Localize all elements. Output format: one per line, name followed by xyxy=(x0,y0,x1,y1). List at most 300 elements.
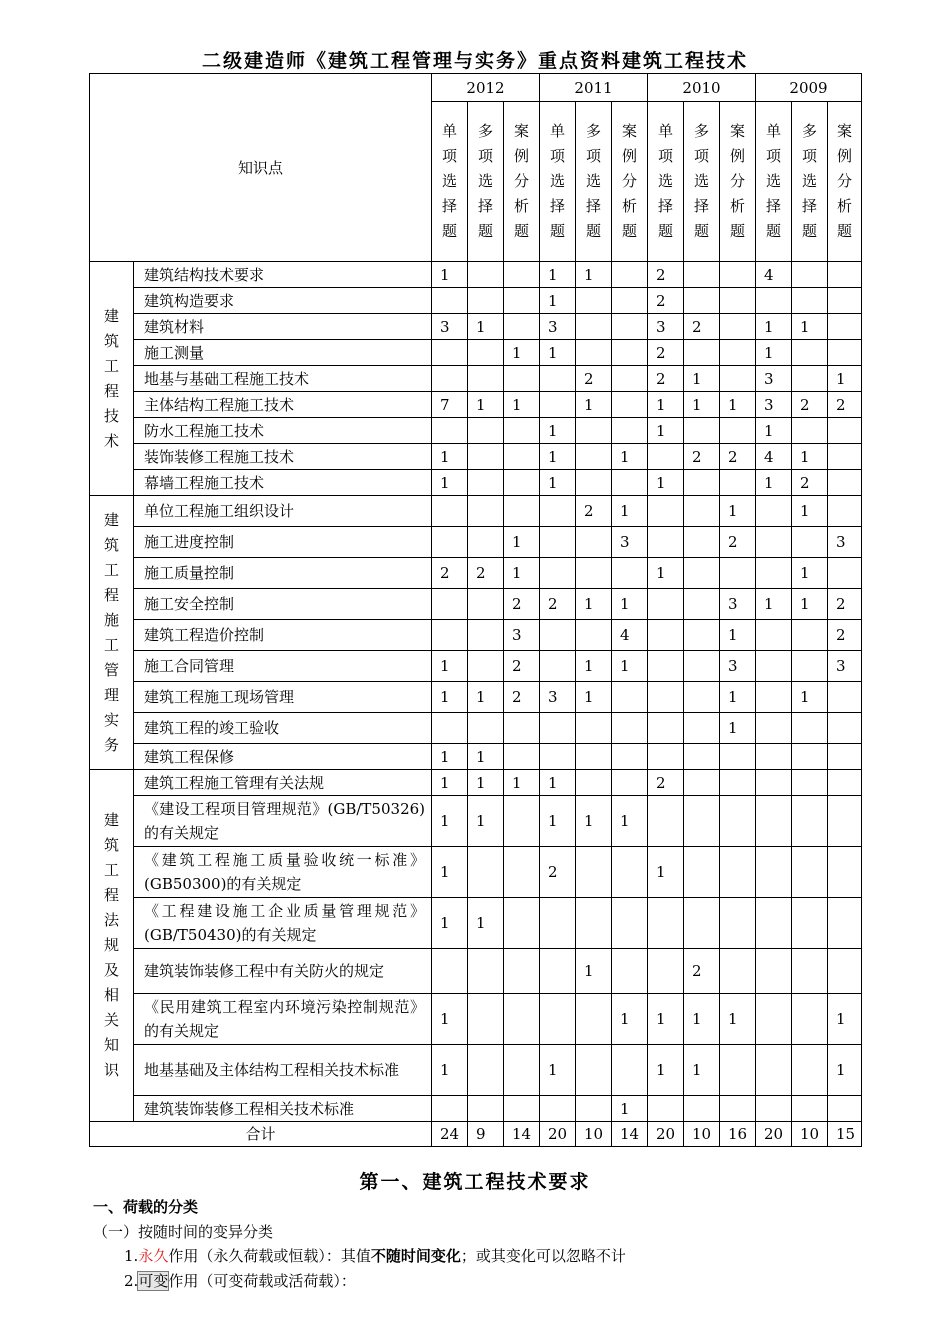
question-type-label: 案例分析题 xyxy=(837,122,853,240)
count-cell: 4 xyxy=(756,444,792,470)
question-type-label: 案例分析题 xyxy=(730,122,746,240)
count-cell: 1 xyxy=(720,682,756,713)
count-cell xyxy=(576,314,612,340)
count-cell xyxy=(504,847,540,898)
count-cell xyxy=(576,713,612,744)
count-cell xyxy=(612,949,648,994)
count-cell xyxy=(756,713,792,744)
count-cell: 1 xyxy=(432,444,468,470)
count-cell: 1 xyxy=(540,796,576,847)
knowledge-item: 施工安全控制 xyxy=(134,589,432,620)
count-cell: 1 xyxy=(612,796,648,847)
knowledge-item: 施工进度控制 xyxy=(134,527,432,558)
count-cell xyxy=(792,418,828,444)
count-cell xyxy=(468,1045,504,1096)
count-cell xyxy=(720,366,756,392)
question-type-header xyxy=(684,102,720,262)
count-cell xyxy=(612,314,648,340)
question-type-label: 单项选择题 xyxy=(766,122,782,240)
count-cell xyxy=(504,796,540,847)
table-row xyxy=(90,949,862,994)
year-header: 2011 xyxy=(540,74,648,102)
count-cell: 2 xyxy=(648,288,684,314)
count-cell: 2 xyxy=(720,444,756,470)
count-cell xyxy=(684,744,720,770)
year-header: 2010 xyxy=(648,74,756,102)
count-cell xyxy=(612,713,648,744)
count-cell: 1 xyxy=(432,682,468,713)
count-cell xyxy=(684,682,720,713)
table-row xyxy=(90,589,862,620)
count-cell xyxy=(828,314,862,340)
count-cell: 1 xyxy=(576,796,612,847)
count-cell xyxy=(792,949,828,994)
count-cell xyxy=(504,288,540,314)
count-cell: 2 xyxy=(540,847,576,898)
count-cell xyxy=(468,949,504,994)
table-row xyxy=(90,444,862,470)
count-cell xyxy=(612,392,648,418)
count-cell xyxy=(504,1096,540,1122)
count-cell: 1 xyxy=(432,898,468,949)
count-cell xyxy=(468,340,504,366)
count-cell xyxy=(720,558,756,589)
count-cell: 2 xyxy=(648,262,684,288)
count-cell xyxy=(756,496,792,527)
count-cell xyxy=(468,1096,504,1122)
count-cell xyxy=(792,340,828,366)
count-cell: 2 xyxy=(684,949,720,994)
count-cell xyxy=(828,770,862,796)
count-cell xyxy=(612,1045,648,1096)
table-row xyxy=(90,1045,862,1096)
count-cell: 3 xyxy=(504,620,540,651)
knowledge-item: 建筑构造要求 xyxy=(134,288,432,314)
total-cell: 20 xyxy=(756,1122,792,1147)
count-cell xyxy=(432,1096,468,1122)
knowledge-item: 建筑工程施工管理有关法规 xyxy=(134,770,432,796)
count-cell: 1 xyxy=(468,770,504,796)
count-cell: 1 xyxy=(720,713,756,744)
knowledge-item: 地基与基础工程施工技术 xyxy=(134,366,432,392)
count-cell: 3 xyxy=(720,651,756,682)
count-cell xyxy=(684,898,720,949)
count-cell xyxy=(576,994,612,1045)
count-cell xyxy=(504,949,540,994)
count-cell: 1 xyxy=(576,262,612,288)
total-cell: 14 xyxy=(612,1122,648,1147)
count-cell xyxy=(432,418,468,444)
knowledge-item: 施工质量控制 xyxy=(134,558,432,589)
count-cell xyxy=(576,558,612,589)
total-cell: 10 xyxy=(792,1122,828,1147)
count-cell: 1 xyxy=(468,744,504,770)
count-cell xyxy=(648,444,684,470)
count-cell: 4 xyxy=(612,620,648,651)
table-row xyxy=(90,470,862,496)
count-cell xyxy=(576,288,612,314)
count-cell xyxy=(792,527,828,558)
knowledge-item: 主体结构工程施工技术 xyxy=(134,392,432,418)
count-cell xyxy=(720,770,756,796)
count-cell xyxy=(540,496,576,527)
count-cell: 1 xyxy=(432,470,468,496)
count-cell: 4 xyxy=(756,262,792,288)
count-cell xyxy=(684,713,720,744)
count-cell xyxy=(828,340,862,366)
count-cell xyxy=(756,558,792,589)
table-row xyxy=(90,527,862,558)
count-cell xyxy=(612,770,648,796)
count-cell: 1 xyxy=(612,444,648,470)
count-cell xyxy=(540,366,576,392)
count-cell xyxy=(504,898,540,949)
count-cell: 1 xyxy=(684,392,720,418)
document-title: 二级建造师《建筑工程管理与实务》重点资料建筑工程技术 xyxy=(201,50,748,72)
count-cell xyxy=(720,470,756,496)
list-item-2 xyxy=(124,1270,356,1291)
count-cell xyxy=(504,418,540,444)
count-cell xyxy=(540,620,576,651)
count-cell xyxy=(720,796,756,847)
count-cell: 1 xyxy=(540,1045,576,1096)
count-cell xyxy=(648,527,684,558)
count-cell xyxy=(684,651,720,682)
count-cell xyxy=(540,558,576,589)
knowledge-item: 建筑工程造价控制 xyxy=(134,620,432,651)
category-label: 建筑工程施工管理实务 xyxy=(104,510,120,754)
table-row xyxy=(90,682,862,713)
count-cell: 3 xyxy=(648,314,684,340)
year-header: 2012 xyxy=(432,74,540,102)
knowledge-item: 施工测量 xyxy=(134,340,432,366)
count-cell xyxy=(720,949,756,994)
count-cell xyxy=(504,366,540,392)
count-cell: 1 xyxy=(720,994,756,1045)
count-cell: 1 xyxy=(612,1096,648,1122)
count-cell xyxy=(432,496,468,527)
count-cell xyxy=(684,558,720,589)
count-cell xyxy=(792,744,828,770)
count-cell xyxy=(720,262,756,288)
count-cell: 1 xyxy=(432,796,468,847)
count-cell: 2 xyxy=(540,589,576,620)
count-cell: 2 xyxy=(468,558,504,589)
count-cell: 1 xyxy=(792,558,828,589)
count-cell xyxy=(756,651,792,682)
count-cell xyxy=(612,418,648,444)
count-cell xyxy=(468,651,504,682)
table-row xyxy=(90,558,862,589)
count-cell xyxy=(540,527,576,558)
count-cell: 1 xyxy=(576,651,612,682)
count-cell xyxy=(612,682,648,713)
count-cell xyxy=(720,288,756,314)
count-cell xyxy=(504,444,540,470)
count-cell: 1 xyxy=(612,589,648,620)
count-cell xyxy=(648,796,684,847)
count-cell: 2 xyxy=(504,589,540,620)
question-type-label: 案例分析题 xyxy=(622,122,638,240)
count-cell xyxy=(684,262,720,288)
table-row xyxy=(90,366,862,392)
knowledge-item: 《建设工程项目管理规范》(GB/T50326)的有关规定 xyxy=(134,796,432,847)
count-cell: 1 xyxy=(612,496,648,527)
count-cell xyxy=(792,1096,828,1122)
count-cell: 1 xyxy=(756,589,792,620)
count-cell xyxy=(720,340,756,366)
list-text: 作用（可变荷载或活荷载）： xyxy=(168,1272,356,1290)
count-cell xyxy=(828,558,862,589)
count-cell: 1 xyxy=(756,470,792,496)
count-cell xyxy=(432,288,468,314)
count-cell: 1 xyxy=(720,620,756,651)
count-cell xyxy=(684,589,720,620)
count-cell xyxy=(828,1096,862,1122)
question-type-header xyxy=(612,102,648,262)
count-cell xyxy=(720,418,756,444)
count-cell xyxy=(540,651,576,682)
count-cell: 1 xyxy=(828,994,862,1045)
count-cell xyxy=(576,620,612,651)
count-cell: 1 xyxy=(720,392,756,418)
count-cell: 3 xyxy=(540,314,576,340)
count-cell: 2 xyxy=(828,589,862,620)
count-cell: 3 xyxy=(612,527,648,558)
count-cell xyxy=(648,682,684,713)
count-cell xyxy=(504,713,540,744)
count-cell: 1 xyxy=(684,366,720,392)
knowledge-item: 单位工程施工组织设计 xyxy=(134,496,432,527)
section-heading: 第一、建筑工程技术要求 xyxy=(359,1171,591,1193)
category-cell xyxy=(90,770,134,1122)
total-cell: 9 xyxy=(468,1122,504,1147)
count-cell xyxy=(432,713,468,744)
count-cell: 1 xyxy=(648,1045,684,1096)
count-cell xyxy=(828,288,862,314)
knowledge-item: 《工程建设施工企业质量管理规范》(GB/T50430)的有关规定 xyxy=(134,898,432,949)
question-type-header xyxy=(504,102,540,262)
count-cell: 1 xyxy=(828,1045,862,1096)
count-cell: 1 xyxy=(828,366,862,392)
count-cell xyxy=(432,366,468,392)
count-cell: 1 xyxy=(540,770,576,796)
count-cell xyxy=(684,496,720,527)
count-cell xyxy=(432,527,468,558)
count-cell: 1 xyxy=(432,744,468,770)
count-cell: 2 xyxy=(648,770,684,796)
count-cell xyxy=(468,847,504,898)
count-cell: 1 xyxy=(576,682,612,713)
knowledge-item: 地基基础及主体结构工程相关技术标准 xyxy=(134,1045,432,1096)
count-cell: 1 xyxy=(684,1045,720,1096)
knowledge-item: 防水工程施工技术 xyxy=(134,418,432,444)
count-cell xyxy=(540,898,576,949)
count-cell xyxy=(504,1045,540,1096)
knowledge-item: 《建筑工程施工质量验收统一标准》(GB50300)的有关规定 xyxy=(134,847,432,898)
table-row xyxy=(90,496,862,527)
count-cell: 3 xyxy=(828,651,862,682)
count-cell: 1 xyxy=(540,288,576,314)
count-cell: 1 xyxy=(648,847,684,898)
count-cell xyxy=(792,262,828,288)
question-type-header xyxy=(792,102,828,262)
count-cell xyxy=(432,949,468,994)
question-type-label: 多项选择题 xyxy=(586,122,602,240)
count-cell: 2 xyxy=(648,340,684,366)
count-cell: 1 xyxy=(612,994,648,1045)
count-cell: 3 xyxy=(432,314,468,340)
count-cell xyxy=(684,470,720,496)
question-type-header xyxy=(576,102,612,262)
count-cell xyxy=(828,847,862,898)
count-cell xyxy=(612,262,648,288)
count-cell: 2 xyxy=(792,392,828,418)
table-row xyxy=(90,898,862,949)
count-cell xyxy=(648,651,684,682)
count-cell xyxy=(792,366,828,392)
table-row xyxy=(90,994,862,1045)
question-type-header xyxy=(828,102,862,262)
count-cell xyxy=(756,744,792,770)
count-cell xyxy=(828,898,862,949)
count-cell: 1 xyxy=(468,796,504,847)
count-cell: 1 xyxy=(648,392,684,418)
question-type-label: 单项选择题 xyxy=(550,122,566,240)
count-cell: 2 xyxy=(576,496,612,527)
count-cell xyxy=(504,470,540,496)
table-row xyxy=(90,262,862,288)
list-text: 作用（永久荷载或恒载）：其值 xyxy=(168,1247,371,1265)
count-cell: 3 xyxy=(828,527,862,558)
count-cell: 3 xyxy=(756,392,792,418)
count-cell xyxy=(468,366,504,392)
count-cell: 2 xyxy=(648,366,684,392)
count-cell xyxy=(648,898,684,949)
total-cell: 10 xyxy=(576,1122,612,1147)
count-cell xyxy=(648,589,684,620)
count-cell xyxy=(504,744,540,770)
table-row xyxy=(90,651,862,682)
count-cell xyxy=(792,713,828,744)
count-cell: 7 xyxy=(432,392,468,418)
count-cell xyxy=(684,620,720,651)
count-cell: 1 xyxy=(504,770,540,796)
count-cell: 1 xyxy=(648,558,684,589)
count-cell xyxy=(720,847,756,898)
count-cell xyxy=(756,682,792,713)
count-cell xyxy=(648,713,684,744)
count-cell xyxy=(576,744,612,770)
knowledge-item: 建筑工程保修 xyxy=(134,744,432,770)
count-cell: 1 xyxy=(648,994,684,1045)
count-cell xyxy=(612,898,648,949)
count-cell: 1 xyxy=(648,418,684,444)
count-cell xyxy=(792,994,828,1045)
count-cell: 2 xyxy=(504,682,540,713)
count-cell: 2 xyxy=(504,651,540,682)
count-cell: 1 xyxy=(540,340,576,366)
count-cell xyxy=(756,1045,792,1096)
count-cell xyxy=(756,796,792,847)
count-cell xyxy=(828,496,862,527)
count-cell xyxy=(756,527,792,558)
count-cell: 1 xyxy=(756,340,792,366)
count-cell: 1 xyxy=(432,770,468,796)
count-cell xyxy=(828,262,862,288)
count-cell: 1 xyxy=(432,994,468,1045)
knowledge-header: 知识点 xyxy=(90,74,432,262)
count-cell xyxy=(720,744,756,770)
count-cell: 1 xyxy=(432,847,468,898)
count-cell xyxy=(792,770,828,796)
count-cell: 1 xyxy=(432,262,468,288)
count-cell xyxy=(792,898,828,949)
table-row xyxy=(90,392,862,418)
count-cell xyxy=(756,898,792,949)
count-cell xyxy=(540,713,576,744)
total-cell: 20 xyxy=(648,1122,684,1147)
count-cell: 2 xyxy=(684,314,720,340)
count-cell: 1 xyxy=(792,444,828,470)
count-cell xyxy=(540,949,576,994)
knowledge-item: 建筑工程的竣工验收 xyxy=(134,713,432,744)
count-cell xyxy=(792,620,828,651)
count-cell: 2 xyxy=(432,558,468,589)
count-cell xyxy=(720,314,756,340)
subheading: 一、荷载的分类 xyxy=(93,1198,199,1216)
count-cell xyxy=(540,994,576,1045)
total-cell: 15 xyxy=(828,1122,862,1147)
count-cell: 1 xyxy=(792,589,828,620)
count-cell xyxy=(684,527,720,558)
count-cell xyxy=(576,470,612,496)
knowledge-item: 施工合同管理 xyxy=(134,651,432,682)
total-cell: 10 xyxy=(684,1122,720,1147)
count-cell: 1 xyxy=(504,392,540,418)
year-header-row xyxy=(90,74,862,102)
question-type-header xyxy=(540,102,576,262)
count-cell: 1 xyxy=(576,589,612,620)
count-cell: 1 xyxy=(756,314,792,340)
count-cell xyxy=(540,744,576,770)
count-cell xyxy=(468,620,504,651)
count-cell xyxy=(576,444,612,470)
count-cell xyxy=(468,589,504,620)
count-cell: 1 xyxy=(468,682,504,713)
table-row xyxy=(90,847,862,898)
count-cell xyxy=(756,847,792,898)
count-cell xyxy=(576,847,612,898)
knowledge-item: 《民用建筑工程室内环境污染控制规范》的有关规定 xyxy=(134,994,432,1045)
count-cell: 2 xyxy=(828,392,862,418)
knowledge-item: 建筑装饰装修工程相关技术标准 xyxy=(134,1096,432,1122)
count-cell xyxy=(612,847,648,898)
count-cell xyxy=(576,1045,612,1096)
count-cell: 1 xyxy=(504,340,540,366)
count-cell xyxy=(648,620,684,651)
count-cell: 1 xyxy=(576,392,612,418)
total-cell: 14 xyxy=(504,1122,540,1147)
count-cell: 2 xyxy=(828,620,862,651)
category-label: 建筑工程技术 xyxy=(104,306,120,450)
count-cell: 1 xyxy=(468,314,504,340)
question-type-label: 单项选择题 xyxy=(442,122,458,240)
list-number: 1. xyxy=(124,1247,139,1265)
count-cell xyxy=(684,340,720,366)
count-cell: 1 xyxy=(432,1045,468,1096)
count-cell xyxy=(576,340,612,366)
